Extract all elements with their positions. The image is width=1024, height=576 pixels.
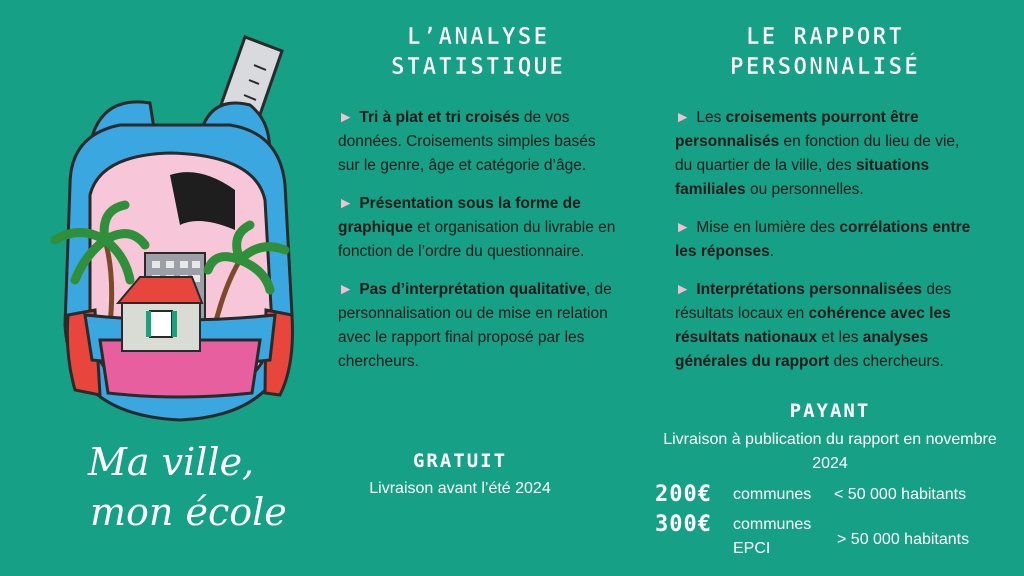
brand-line2: mon école [90,490,287,534]
arrow-icon: ► [675,219,691,236]
list-item: ► Pas d’interprétation qualitative, de personnalisation ou de mise en relation avec le rapport final proposé par les chercheurs. [338,281,612,370]
heading-rapport-line1: LE RAPPORT [745,24,905,50]
heading-analyse [338,22,618,82]
list-item: ► Tri à plat et tri croisés de vos données. Croisements simples basés sur le genre, âge et catégorie d’âge. [338,109,596,174]
brand-line1: Ma ville, [88,440,255,484]
list-item: ► Présentation sous la forme de graphique et organisation du livrable en fonction de l’ordre du questionnaire. [338,195,616,260]
tier1-price: 200€ [655,482,712,507]
column-analyse [338,22,618,388]
arrow-icon: ► [675,109,691,126]
heading-rapport-line2: PERSONNALISÉ [729,54,921,80]
delivery-gratuit: Livraison avant l’été 2024 [369,480,551,497]
arrow-icon: ► [338,195,354,212]
tier1-who: communes [733,486,812,503]
tier2-condition: > 50 000 habitants [837,531,970,548]
price-label-payant: PAYANT [789,400,871,422]
arrow-icon: ► [675,281,691,298]
heading-rapport [675,22,975,82]
tier2-who-epci: EPCI [733,540,771,557]
heading-analyse-line1: L’ANALYSE [406,24,550,50]
list-item: ► Interprétations personnalisées des résultats locaux en cohérence avec les résultats nationaux et les analyses générales du rapport des chercheurs. [675,281,952,370]
delivery-payant: Livraison à publication du rapport en novembre 2024 [663,431,997,472]
arrow-icon: ► [338,109,354,126]
price-label-gratuit: GRATUIT [412,450,508,472]
column-rapport [675,22,975,388]
list-item: ► Mise en lumière des corrélations entre les réponses. [675,219,971,260]
house-icon [118,277,202,351]
tier2-who-communes: communes [733,516,812,533]
tier1-condition: < 50 000 habitants [834,486,967,503]
heading-analyse-line2: STATISTIQUE [390,54,566,80]
tier2-price: 300€ [655,512,712,537]
backpack-illustration [30,25,310,445]
arrow-icon: ► [338,281,354,298]
list-item: ► Les croisements pourront être personnalisés en fonction du lieu de vie, du quartier de la ville, des situations familiales ou personnelles. [675,109,960,198]
